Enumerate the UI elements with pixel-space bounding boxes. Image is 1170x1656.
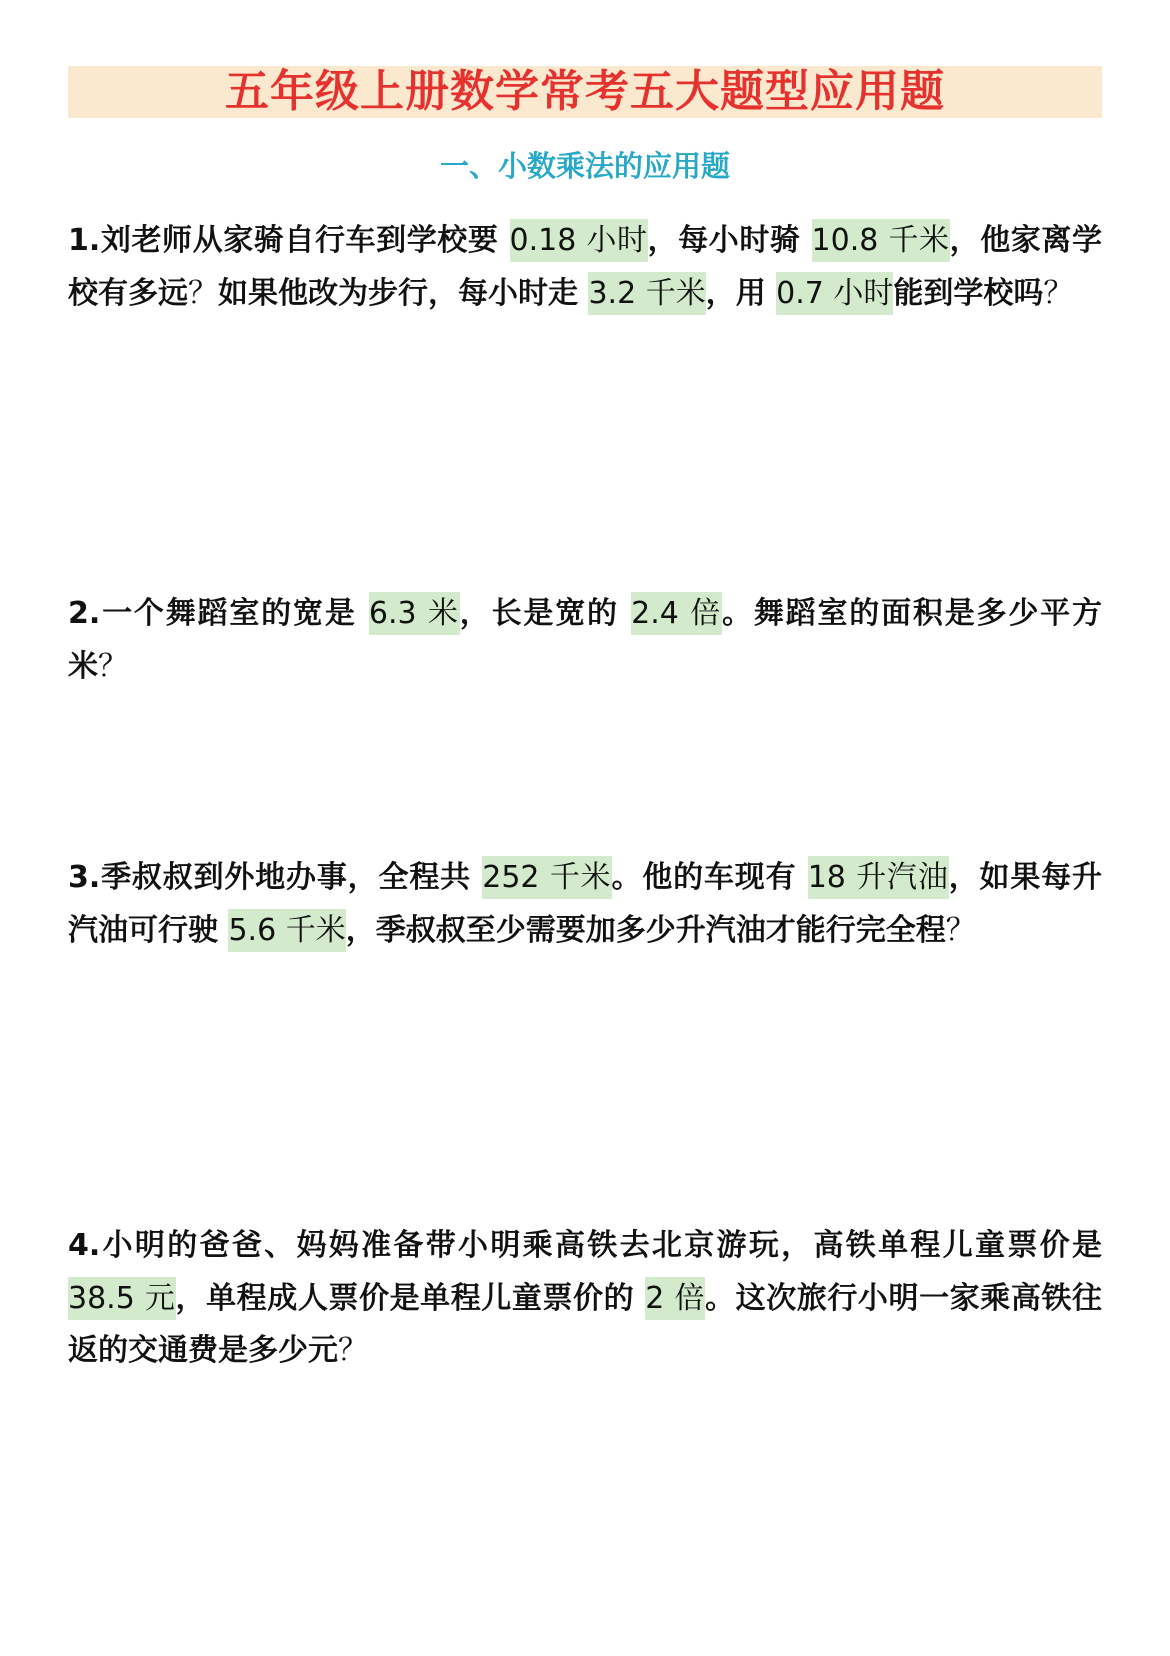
question-3 [68, 852, 1102, 957]
question-text: 刘老师从家骑自行车到学校要 [100, 223, 510, 258]
question-text: ，单程成人票价是单程儿童票价的 [175, 1280, 646, 1316]
highlighted-value: 2 倍 [645, 1277, 705, 1320]
question-text: ，他家离学校有多远 [68, 223, 1102, 311]
highlighted-value: 2.4 倍 [631, 592, 722, 635]
question-text: ，如果每升汽油可行驶 [68, 860, 1102, 948]
question-mark: ？ [945, 912, 976, 948]
question-mark: ？ [188, 275, 218, 311]
question-1 [68, 215, 1102, 320]
question-text: 小明的爸爸、妈妈准备带小明乘高铁去北京游玩，高铁单程儿童票价是 [100, 1228, 1102, 1263]
highlighted-value: 3.2 千米 [588, 272, 705, 315]
question-text: 。这次旅行小明一家乘高铁往返的交通费是多少元 [68, 1280, 1102, 1368]
question-text: ，季叔叔至少需要加多少升汽油才能行完全程 [345, 912, 946, 948]
highlighted-value: 18 升汽油 [808, 856, 949, 899]
question-text: ，每小时骑 [647, 223, 812, 258]
question-text: 能到学校吗 [893, 275, 1044, 311]
question-mark: ？ [338, 1333, 368, 1368]
question-2 [68, 588, 1102, 693]
question-text: 季叔叔到外地办事，全程共 [100, 860, 483, 895]
highlighted-value: 10.8 千米 [812, 219, 950, 262]
title-banner [68, 66, 1102, 118]
question-text: 一个舞蹈室的宽是 [100, 596, 369, 631]
section-heading: 一、小数乘法的应用题 [439, 149, 730, 183]
highlighted-value: 252 千米 [482, 856, 611, 899]
highlighted-value: 6.3 米 [369, 592, 460, 635]
question-text: ，用 [705, 275, 777, 311]
question-mark: ？ [98, 648, 128, 684]
question-mark: ？ [1043, 275, 1074, 311]
page-title: 五年级上册数学常考五大题型应用题 [225, 66, 945, 117]
highlighted-value: 0.7 小时 [776, 272, 893, 315]
question-number: 3. [68, 860, 101, 895]
question-text: 如果他改为步行，每小时走 [218, 275, 589, 311]
question-number: 2. [68, 596, 101, 631]
question-number: 1. [68, 223, 101, 258]
question-text: 。他的车现有 [611, 860, 808, 895]
highlighted-value: 0.18 小时 [510, 219, 648, 262]
question-4 [68, 1220, 1102, 1378]
question-text: 。舞蹈室的面积是多少平方米 [68, 596, 1102, 684]
highlighted-value: 38.5 元 [68, 1277, 176, 1320]
question-number: 4. [68, 1228, 101, 1263]
question-text: ，长是宽的 [459, 596, 632, 631]
highlighted-value: 5.6 千米 [228, 909, 345, 952]
